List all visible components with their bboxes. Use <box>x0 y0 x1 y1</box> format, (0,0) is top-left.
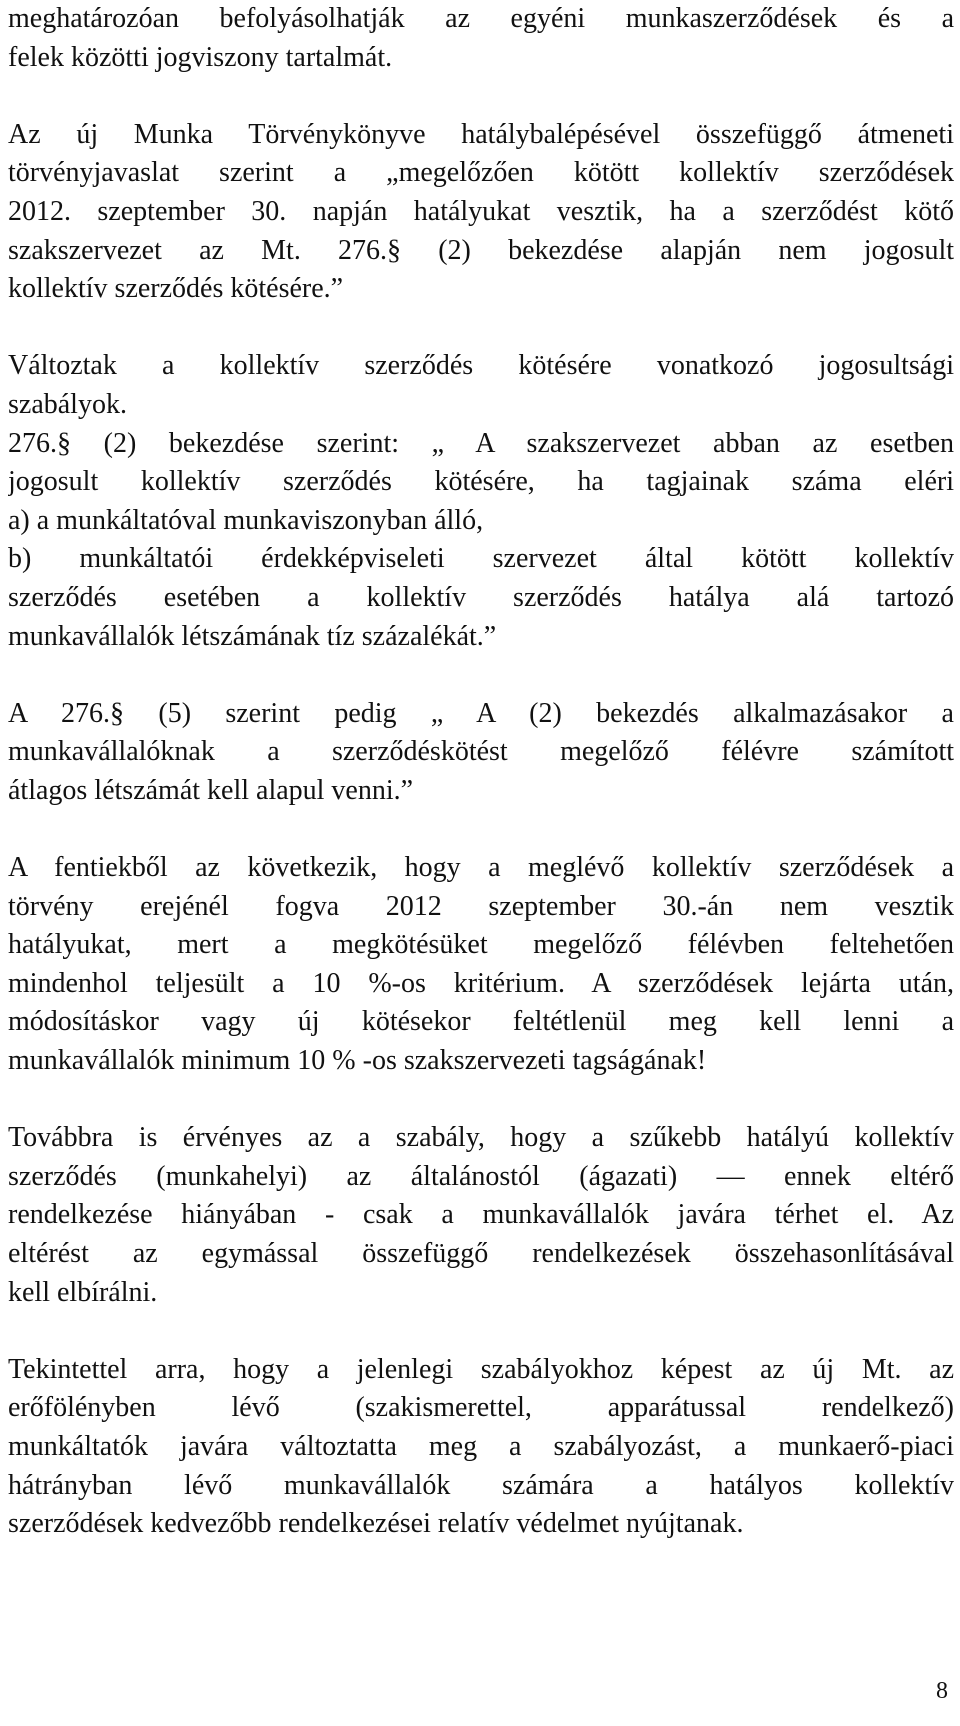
text-line: szerződések kedvezőbb rendelkezései relatív védelmet nyújtanak. <box>8 1508 744 1540</box>
text-line: kell elbírálni. <box>8 1276 158 1308</box>
text-line: munkáltatók javára változtatta meg a szabályozást, a munkaerő-piaci <box>8 1430 954 1462</box>
text-line: szabályok. <box>8 388 127 420</box>
text-line: törvényjavaslat szerint a „megelőzően kötött kollektív szerződések <box>8 157 954 189</box>
text-line: meghatározóan befolyásolhatják az egyéni munkaszerződések és a <box>8 3 954 34</box>
text-line: mindenhol teljesült a 10 %-os kritérium. A szerződések lejárta után, <box>8 967 954 999</box>
text-line: munkavállalóknak a szerződéskötést megelőző félévre számított <box>8 736 954 768</box>
text-line: eltérést az egymással összefüggő rendelkezések összehasonlításával <box>8 1238 954 1269</box>
text-line: kollektív szerződés kötésére.” <box>8 273 344 305</box>
text-line: átlagos létszámát kell alapul venni.” <box>8 774 414 806</box>
text-line: szerződés esetében a kollektív szerződés hatálya alá tartozó <box>8 581 954 613</box>
paragraph-gap <box>8 656 954 695</box>
text-line: módosításkor vagy új kötésekor feltétlenül meg kell lenni a <box>8 1006 954 1038</box>
text-line: hatályukat, mert a megkötésüket megelőző félévben feltehetően <box>8 929 954 961</box>
text-line: szakszervezet az Mt. 276.§ (2) bekezdése alapján nem jogosult <box>8 234 954 266</box>
text-line: munkavállalók létszámának tíz százalékát.” <box>8 620 497 652</box>
text-line: Változtak a kollektív szerződés kötésére vonatkozó jogosultsági <box>8 350 954 382</box>
text-line: hátrányban lévő munkavállalók számára a hatályos kollektív <box>8 1469 954 1501</box>
text-line: rendelkezése hiányában - csak a munkavállalók javára térhet el. Az <box>8 1199 954 1231</box>
text-line: törvény erejénél fogva 2012 szeptember 30.-án nem vesztik <box>8 890 954 922</box>
text-line: 2012. szeptember 30. napján hatályukat vesztik, ha a szerződést kötő <box>8 195 954 227</box>
text-line: Tekintettel arra, hogy a jelenlegi szabályokhoz képest az új Mt. az <box>8 1353 954 1385</box>
text-line: felek közötti jogviszony tartalmát. <box>8 41 393 73</box>
text-line: 276.§ (2) bekezdése szerint: „ A szakszervezet abban az esetben <box>8 427 954 459</box>
text-line: jogosult kollektív szerződés kötésére, ha tagjainak száma eléri <box>8 466 954 498</box>
text-line: b) munkáltatói érdekképviseleti szervezet által kötött kollektív <box>8 543 954 575</box>
text-line: a) a munkáltatóval munkaviszonyban álló, <box>8 504 484 536</box>
text-line: A 276.§ (5) szerint pedig „ A (2) bekezdés alkalmazásakor a <box>8 697 954 729</box>
paragraph-gap <box>8 1081 954 1120</box>
paragraph-gap <box>8 810 954 849</box>
text-line: Továbbra is érvényes az a szabály, hogy a szűkebb hatályú kollektív <box>8 1122 954 1154</box>
document-page <box>8 0 954 1544</box>
text-line: A fentiekből az következik, hogy a meglévő kollektív szerződések a <box>8 852 954 884</box>
paragraph-gap <box>8 77 954 116</box>
page-number: 8 <box>936 1678 948 1704</box>
text-line: munkavállalók minimum 10 % -os szakszervezeti tagságának! <box>8 1045 707 1077</box>
paragraph-gap <box>8 309 954 348</box>
text-line: szerződés (munkahelyi) az általánostól (ágazati) — ennek eltérő <box>8 1160 954 1192</box>
text-line: erőfölényben lévő (szakismerettel, apparátussal rendelkező) <box>8 1392 954 1424</box>
paragraph-gap <box>8 1312 954 1351</box>
text-line: Az új Munka Törvénykönyve hatálybalépésével összefüggő átmeneti <box>8 118 954 150</box>
